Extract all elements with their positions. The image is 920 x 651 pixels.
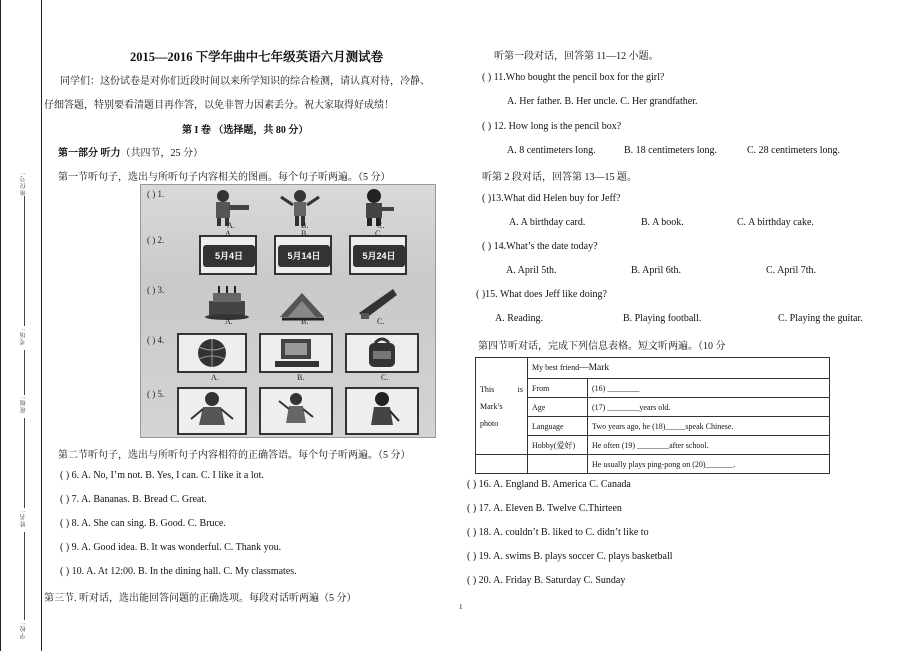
info-table <box>475 357 830 474</box>
picture-row-5 <box>141 385 436 429</box>
table-header-text: My best friend <box>532 363 580 372</box>
q15-option-a: A. Reading. <box>495 313 544 324</box>
q3-caption-c: C. <box>377 317 385 326</box>
q2-date-a: 5月4日 <box>203 245 255 267</box>
part1-heading <box>58 144 203 159</box>
q3-caption-b: B. <box>301 317 309 326</box>
table-row <box>476 398 830 417</box>
q13-option-a: A. A birthday card. <box>509 217 586 228</box>
q13-option-c: C. A birthday cake. <box>737 217 814 228</box>
table-cell-empty-2 <box>528 455 588 474</box>
name-label: 姓名: <box>21 510 27 527</box>
q12-option-c: C. 28 centimeters long. <box>747 145 841 156</box>
q1-caption-c: C. <box>377 221 385 230</box>
page-number: 1 <box>459 603 463 611</box>
table-cell-18: Two years ago, he (18)_____speak Chinese. <box>588 417 830 436</box>
q15-option-b: B. Playing football. <box>623 313 702 324</box>
table-cell-17: (17) ________years old. <box>588 398 830 417</box>
class-label: 班级: <box>21 396 27 413</box>
question-14: ( ) 14.What’s the date today? <box>482 241 598 252</box>
q13-option-b: B. A book. <box>641 217 684 228</box>
side-label-marks: Mark’s <box>480 401 503 411</box>
table-cell-language: Language <box>528 417 588 436</box>
intro-line-2: 仔细答题，特别要看清题目再作答，以免非智力因素丢分。祝大家取得好成绩！ <box>44 100 394 111</box>
q5-option-a-image <box>177 387 247 435</box>
q2-option-b-image <box>274 235 332 275</box>
table-cell-20: He usually plays ping-pong on (20)_______. <box>588 455 830 474</box>
q1-caption-b: B. <box>301 221 309 230</box>
question-7: ( ) 7. A. Bananas. B. Bread C. Great. <box>60 494 207 505</box>
question-8: ( ) 8. A. She can sing. B. Good. C. Bruce. <box>60 518 226 529</box>
q12-option-a: A. 8 centimeters long. <box>507 145 596 156</box>
question-17: ( ) 17. A. Eleven B. Twelve C.Thirteen <box>467 503 622 514</box>
section3-instructions: 第三节. 听对话，选出能回答问题的正确选项。每段对话听两遍（5 分） <box>44 593 357 604</box>
q3-caption-a: A. <box>225 317 233 326</box>
picture-questions <box>140 184 436 438</box>
table-header-name: —Mark <box>579 363 610 373</box>
table-row <box>476 436 830 455</box>
name-line <box>24 532 25 620</box>
question-11: ( ) 11.Who bought the pencil box for the girl? <box>482 72 665 83</box>
question-20: ( ) 20. A. Friday B. Saturday C. Sunday <box>467 575 626 586</box>
table-row <box>476 417 830 436</box>
exam-room-label: 考场: <box>21 328 27 345</box>
question-19: ( ) 19. A. swims B. plays soccer C. plays basketball <box>467 551 673 562</box>
picture-row-4 <box>141 331 436 382</box>
table-cell-16: (16) ________ <box>588 379 830 398</box>
section2-instructions: 第二节听句子，选出与所听句子内容相符的正确答语。每个句子听两遍。（5 分） <box>58 450 411 461</box>
q2-date-c: 5月24日 <box>353 245 405 267</box>
q14-option-b: B. April 6th. <box>631 265 682 276</box>
q4-number: ( ) 4. <box>147 335 165 345</box>
dialogue2-heading: 听第 2 段对话，回答第 13—15 题。 <box>482 172 637 183</box>
question-9: ( ) 9. A. Good idea. B. It was wonderful. C. Thank you. <box>60 542 282 553</box>
picture-row-3 <box>141 281 436 325</box>
q5-number: ( ) 5. <box>147 389 165 399</box>
seat-line <box>24 196 25 326</box>
question-13: ( )13.What did Helen buy for Jeff? <box>482 193 621 204</box>
exam-title: 2015—2016 下学年曲中七年级英语六月测试卷 <box>130 50 384 64</box>
q4-caption-b: B. <box>297 373 305 382</box>
question-6: ( ) 6. A. No, I’m not. B. Yes, I can. C. I like it a lot. <box>60 470 264 481</box>
q2-option-a-image <box>199 235 257 275</box>
question-10: ( ) 10. A. At 12:00. B. In the dining hall. C. My classmates. <box>60 566 297 577</box>
q2-number: ( ) 2. <box>147 235 165 245</box>
table-row <box>476 455 830 474</box>
volume-heading: 第 I 卷 （选择题，共 80 分） <box>182 125 309 136</box>
q15-option-c: C. Playing the guitar. <box>778 313 863 324</box>
side-label-is: is <box>517 384 523 394</box>
q5-option-b-image <box>259 387 333 435</box>
q5-option-c-image <box>345 387 419 435</box>
seat-label: 座位号: <box>21 172 27 196</box>
q14-option-c: C. April 7th. <box>766 265 817 276</box>
table-cell-age: Age <box>528 398 588 417</box>
part1-heading-rest: （共四节，25 分） <box>120 148 203 159</box>
table-row <box>476 358 830 379</box>
q2-caption-a: A. <box>225 229 233 238</box>
side-label-this: This <box>480 384 495 394</box>
question-11-options: A. Her father. B. Her uncle. C. Her grandfather. <box>507 96 698 107</box>
q4-option-a-image <box>177 333 247 373</box>
table-side-label <box>476 358 528 455</box>
q1-option-c-image <box>346 187 404 227</box>
q4-caption-c: C. <box>381 373 389 382</box>
class-line <box>24 418 25 508</box>
picture-row-1 <box>141 185 436 229</box>
table-cell-from: From <box>528 379 588 398</box>
section4-instructions: 第四节听对话，完成下列信息表格。短文听两遍。（10 分 <box>478 341 726 352</box>
section1-instructions: 第一节听句子，选出与所听句子内容相关的图画。每个句子听两遍。（5 分） <box>58 172 391 183</box>
part1-heading-bold: 第一部分 听力 <box>58 148 121 159</box>
question-16: ( ) 16. A. England B. America C. Canada <box>467 479 631 490</box>
q4-option-b-image <box>259 333 333 373</box>
question-18: ( ) 18. A. couldn’t B. liked to C. didn’t like to <box>467 527 649 538</box>
table-cell-19: He often (19) ________after school. <box>588 436 830 455</box>
room-line <box>24 350 25 395</box>
q14-option-a: A. April 5th. <box>506 265 557 276</box>
q2-date-b: 5月14日 <box>278 245 330 267</box>
question-12: ( ) 12. How long is the pencil box? <box>482 121 622 132</box>
table-header-cell <box>528 358 830 379</box>
q1-number: ( ) 1. <box>147 189 165 199</box>
table-cell-empty <box>476 455 528 474</box>
q4-caption-a: A. <box>211 373 219 382</box>
dialogue1-heading: 听第一段对话，回答第 11—12 小题。 <box>494 51 659 62</box>
q1-caption-a: A. <box>227 221 235 230</box>
q2-option-c-image <box>349 235 407 275</box>
school-label: 学校: <box>21 622 27 639</box>
q3-number: ( ) 3. <box>147 285 165 295</box>
table-row <box>476 379 830 398</box>
table-cell-hobby: Hobby(爱好) <box>528 436 588 455</box>
q4-option-c-image <box>345 333 419 373</box>
binding-strip <box>0 0 42 651</box>
q2-caption-b: B. <box>301 229 309 238</box>
q1-option-b-image <box>271 187 329 227</box>
q12-option-b: B. 18 centimeters long. <box>624 145 718 156</box>
q2-caption-c: C. <box>375 229 383 238</box>
intro-line-1: 同学们：这份试卷是对你们近段时间以来所学知识的综合检测，请认真对待，冷静、 <box>60 76 430 87</box>
side-label-photo: photo <box>480 418 499 428</box>
question-15: ( )15. What does Jeff like doing? <box>476 289 607 300</box>
picture-row-2 <box>141 231 436 275</box>
